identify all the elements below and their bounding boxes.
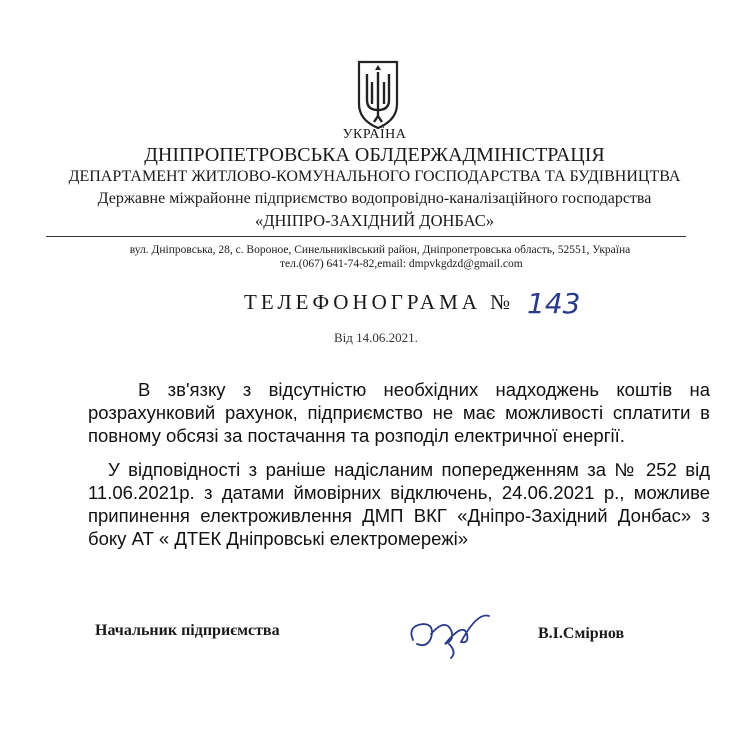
signatory-position: Начальник підприємства <box>95 622 280 639</box>
document-number-handwritten: 143 <box>527 287 581 320</box>
country-name: УКРАЇНА <box>342 127 407 142</box>
org-name-line3: Державне міжрайонне підприємство водопровідно-каналізаційного господарства <box>97 190 652 207</box>
signatory-name: В.І.Смірнов <box>538 625 625 642</box>
org-name-line2: ДЕПАРТАМЕНТ ЖИТЛОВО-КОМУНАЛЬНОГО ГОСПОДАРСТВА ТА БУДІВНИЦТВА <box>68 168 681 185</box>
header-divider <box>46 236 686 237</box>
trident-emblem-icon <box>355 60 401 130</box>
contact-line: тел.(067) 641-74-82,email: dmpvkgdzd@gmail.com <box>280 258 523 270</box>
body-paragraph-1: В зв'язку з відсутністю необхідних надходжень коштів на розрахунковий рахунок, підприємство не має можливості сплатити в повному обсязі за постачання та розподіл електричної енергії. <box>88 379 710 446</box>
body-paragraph-2: У відповідності з раніше надісланим попередженням за № 252 від 11.06.2021р. з датами ймовірних відключень, 24.06.2021 р., можливе припинення електроживлення ДМП ВКГ «Дніпро-Західний Донбас» з боку АТ « ДТЕК Дніпровські електромережі» <box>88 459 710 549</box>
address-line: вул. Дніпровська, 28, с. Вороное, Синельниківський район, Дніпропетровська область, 52551, Україна <box>129 244 631 256</box>
handwritten-signature <box>405 604 500 659</box>
document-date: Від 14.06.2021. <box>334 330 418 345</box>
org-name-line4: «ДНІПРО-ЗАХІДНИЙ ДОНБАС» <box>254 211 495 230</box>
org-name-line1: ДНІПРОПЕТРОВСЬКА ОБЛДЕРЖАДМІНІСТРАЦІЯ <box>144 144 605 166</box>
document-title: ТЕЛЕФОНОГРАМА № <box>244 290 515 314</box>
